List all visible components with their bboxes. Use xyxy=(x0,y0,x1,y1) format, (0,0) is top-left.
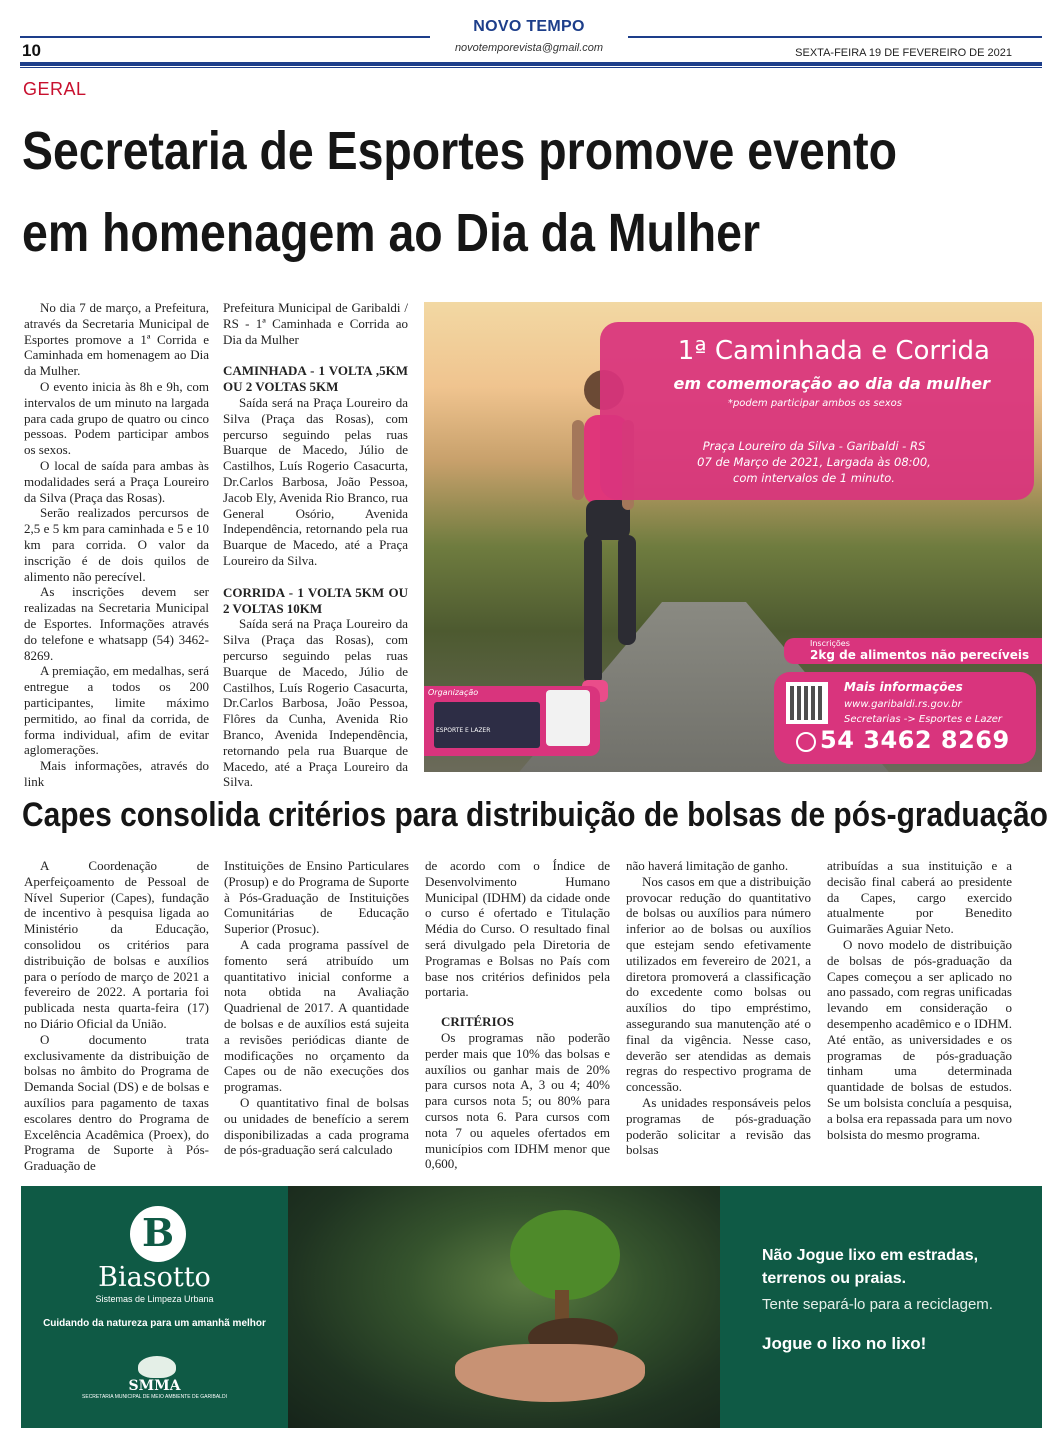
esporte-lazer-logo-text: ESPORTE E LAZER xyxy=(436,727,491,734)
masthead-rule-right xyxy=(628,36,1042,38)
ad-message-heading xyxy=(762,1244,978,1290)
smma-logo: SMMA xyxy=(128,1378,181,1394)
poster-place: Praça Loureiro da Silva - Garibaldi - RS xyxy=(702,439,926,453)
poster-title: 1ª Caminhada e Corrida xyxy=(677,336,990,366)
poster-more-path: Secretarias -> Esportes e Lazer xyxy=(844,714,1002,725)
ad-line-1: Não Jogue lixo em estradas, xyxy=(762,1247,979,1264)
poster-note: *podem participar ambos os sexos xyxy=(727,398,902,409)
article2-column-3 xyxy=(425,858,610,1172)
paragraph: O evento inicia às 8h e 9h, com intervalos de um minuto na largada para cada grupo de quatro ou cinco pessoas. Podem participar ambos os sexos. xyxy=(24,378,209,458)
paragraph: Os programas não poderão perder mais que 10% das bolsas e auxílios ou ganhar mais de 20% para cursos nota A, 3 ou 4; 40% para cursos nota 5; ou 80% para cursos nota 6. Para cursos com nota 7 ou aqueles ofertados em municípios com IDHM menor que 0,600, xyxy=(425,1029,610,1172)
paragraph: não haverá limitação de ganho. xyxy=(626,858,789,873)
paragraph: Prefeitura Municipal de Garibaldi / RS - 1ª Caminhada e Corrida ao Dia da Mulher xyxy=(223,300,408,347)
article1-headline-line1: Secretaria de Esportes promove evento xyxy=(22,121,897,181)
poster-more-title: Mais informações xyxy=(844,680,963,694)
paragraph: No dia 7 de março, a Prefeitura, através da Secretaria Municipal de Esportes promove a 1ª Corrida e Caminhada em homenagem ao Dia da Mulher. xyxy=(24,300,209,379)
masthead-divider-thin xyxy=(20,67,1042,68)
poster-interval: com intervalos de 1 minuto. xyxy=(733,471,895,485)
paragraph: A premiação, em medalhas, será entregue a todos os 200 participantes, limite máximo permitido, ao final da corrida, de forma individual, afim de evitar aglomerações. xyxy=(24,663,209,758)
section-label: GERAL xyxy=(23,79,87,99)
ad-line-2: terrenos ou praias. xyxy=(762,1270,907,1287)
poster-inscricoes-value: 2kg de alimentos não perecíveis xyxy=(810,648,1030,662)
paragraph: de acordo com o Índice de Desenvolvimento Humano Municipal (IDHM) da cidade onde o curso é ofertado e Titulação Média do Curso. O resultado final será divulgado pela Diretoria de Programas e Bolsas no País com base nos critérios definidos pela portaria. xyxy=(425,858,610,1000)
paragraph: A Coordenação de Aperfeiçoamento de Pessoal de Nível Superior (Capes), fundação de incentivo à pesquisa ligada ao Ministério da Educação, consolidou os critérios para distribuição de bolsas e auxílios para o período de março de 2021 a fevereiro de 2022. A portaria foi publicada nesta quarta-feira (17) no Diário Oficial da União. xyxy=(24,858,209,1031)
smma-logo-icon xyxy=(138,1356,176,1378)
ad-slogan: Cuidando da natureza para um amanhã melhor xyxy=(43,1318,266,1329)
walk-heading: CAMINHADA - 1 VOLTA ,5KM OU 2 VOLTAS 5KM xyxy=(223,363,408,395)
masthead-rule-left xyxy=(20,36,430,38)
qr-code-pattern xyxy=(790,686,824,720)
article1-column-1 xyxy=(24,300,209,790)
paragraph: As unidades responsáveis pelos programas de pós-graduação poderão solicitar a revisão das bolsas xyxy=(626,1094,811,1158)
article2-column-4 xyxy=(626,858,811,1158)
paragraph: O quantitativo final de bolsas ou unidades de benefício a serem disponibilizadas a cada programa de pós-graduação será calculado xyxy=(224,1094,409,1158)
event-poster xyxy=(424,302,1042,772)
paragraph: Mais informações, através do link xyxy=(24,758,209,789)
poster-org-label: Organização xyxy=(428,688,479,697)
article2-column-1 xyxy=(24,858,209,1174)
article2-column-5 xyxy=(827,858,1012,1142)
tree-icon xyxy=(510,1210,620,1300)
biasotto-brand: Biasotto xyxy=(98,1262,211,1293)
ad-line-3: Tente separá-lo para a reciclagem. xyxy=(762,1296,993,1313)
article2-headline: Capes consolida critérios para distribuição de bolsas de pós-graduação xyxy=(22,796,1048,834)
run-heading: CORRIDA - 1 VOLTA 5KM OU 2 VOLTAS 10KM xyxy=(223,584,408,616)
ad-line-4: Jogue o lixo no lixo! xyxy=(762,1334,927,1353)
smma-subtitle: SECRETARIA MUNICIPAL DE MEIO AMBIENTE DE GARIBALDI xyxy=(82,1394,227,1400)
paragraph: Saída será na Praça Loureiro da Silva (Praça das Rosas), com percurso seguindo pelas ruas Buarque de Macedo, Júlio de Castilhos, Luís Rogerio Casacurta, Dr.Carlos Barbosa, João Pessoa, Flôres da Cunha, Avenida Rio Branco, Avenida Independência, retornando pela rua Buarque de Macedo, até a Praça Loureiro da Silva. xyxy=(223,616,408,790)
paragraph: O novo modelo de distribuição de bolsas de pós-graduação da Capes começou a ser aplicado no ano passado, com regras unificadas levando em consideração o desempenho acadêmico e o IDHM. Até então, as universidades e os programas de pós-graduação tinham uma determinada quantidade de bolsas de estudos. Se um bolsista concluía a pesquisa, a bolsa era repassada para um novo bolsista do mesmo programa. xyxy=(827,936,1012,1142)
poster-more-url: www.garibaldi.rs.gov.br xyxy=(844,699,962,710)
paragraph: A cada programa passível de fomento será atribuído um quantitativo inicial conforme a nota obtida na Avaliação Quadrienal de 2017. A quantidade de bolsas e de auxílios está sujeita a revisões periódicas diante de modificações no orçamento da Capes ou de não execuções dos programas. xyxy=(224,936,409,1095)
masthead-divider xyxy=(20,62,1042,66)
paragraph: atribuídas a sua instituição e a decisão final caberá ao presidente da Capes, cargo exercido atualmente por Benedito Guimarães Aguiar Neto. xyxy=(827,858,1012,937)
masthead-email: novotemporevista@gmail.com xyxy=(454,42,604,54)
paragraph: Serão realizados percursos de 2,5 e 5 km para caminhada e 5 e 10 km para corrida. O valor da inscrição é de dois quilos de alimento não perecível. xyxy=(24,505,209,584)
article1-headline xyxy=(22,110,897,274)
phone-icon xyxy=(796,732,816,752)
hands-icon xyxy=(455,1344,645,1402)
article1-headline-line2: em homenagem ao Dia da Mulher xyxy=(22,203,761,263)
biasotto-logo-letter: B xyxy=(141,1210,175,1255)
paragraph: Nos casos em que a distribuição provocar redução do quantitativo de bolsas ou auxílios para número inferior ao de bolsas ou auxílios que estejam sendo efetivamente utilizados em fevereiro de 2021, a diretora promoverá a classificação do excedente como bolsas ou auxílios do tipo empréstimo, assegurando sua manutenção até o final da vigência. Nesse caso, deverão ser atendidas as demais regras do respectivo programa de concessão. xyxy=(626,873,811,1095)
poster-subtitle: em comemoração ao dia da mulher xyxy=(673,374,990,393)
poster-inscricoes-label: Inscrições xyxy=(810,639,850,648)
poster-phone: 54 3462 8269 xyxy=(820,726,1010,754)
biasotto-subtitle: Sistemas de Limpeza Urbana xyxy=(95,1294,214,1304)
page-date: SEXTA-FEIRA 19 DE FEVEREIRO DE 2021 xyxy=(795,47,1012,59)
page-number: 10 xyxy=(22,41,41,60)
criteria-heading: CRITÉRIOS xyxy=(441,1014,514,1030)
garibaldi-crest-icon xyxy=(546,690,590,746)
masthead-brand: NOVO TEMPO xyxy=(473,18,585,35)
poster-datetime: 07 de Março de 2021, Largada às 08:00, xyxy=(697,455,931,469)
article2-column-2 xyxy=(224,858,409,1158)
paragraph: Saída será na Praça Loureiro da Silva (Praça das Rosas), com percurso seguindo pelas ruas Buarque de Macedo, Júlio de Castilhos, Luís Rogerio Casacurta, Dr.Carlos Barbosa, João Pessoa, Jacob Ely, Avenida Rio Branco, rua General Osório, Avenida Independência, retornando pela rua Buarque de Macedo, até a Praça Loureiro da Silva. xyxy=(223,394,408,568)
paragraph: O local de saída para ambas às modalidades será a Praça Loureiro da Silva (Praça das Rosas). xyxy=(24,457,209,505)
paragraph: O documento trata exclusivamente da distribuição de bolsas no âmbito do Programa de Demanda Social (DS) e de bolsas e auxílios para pagamento de taxas escolares dentro do Programa de Excelência Acadêmica (Proex), do Programa de Suporte à Pós-Graduação de xyxy=(24,1031,209,1174)
article1-column-2 xyxy=(223,300,408,790)
poster-event-info xyxy=(644,438,984,486)
paragraph: As inscrições devem ser realizadas na Secretaria Municipal de Esportes. Informações através do telefone e whatsapp (54) 3462-8269. xyxy=(24,584,209,663)
paragraph: Instituições de Ensino Particulares (Prosup) e do Programa de Suporte à Pós-Graduação de Instituições Comunitárias de Educação Superior (Prosuc). xyxy=(224,858,409,937)
esporte-lazer-logo xyxy=(434,702,540,748)
